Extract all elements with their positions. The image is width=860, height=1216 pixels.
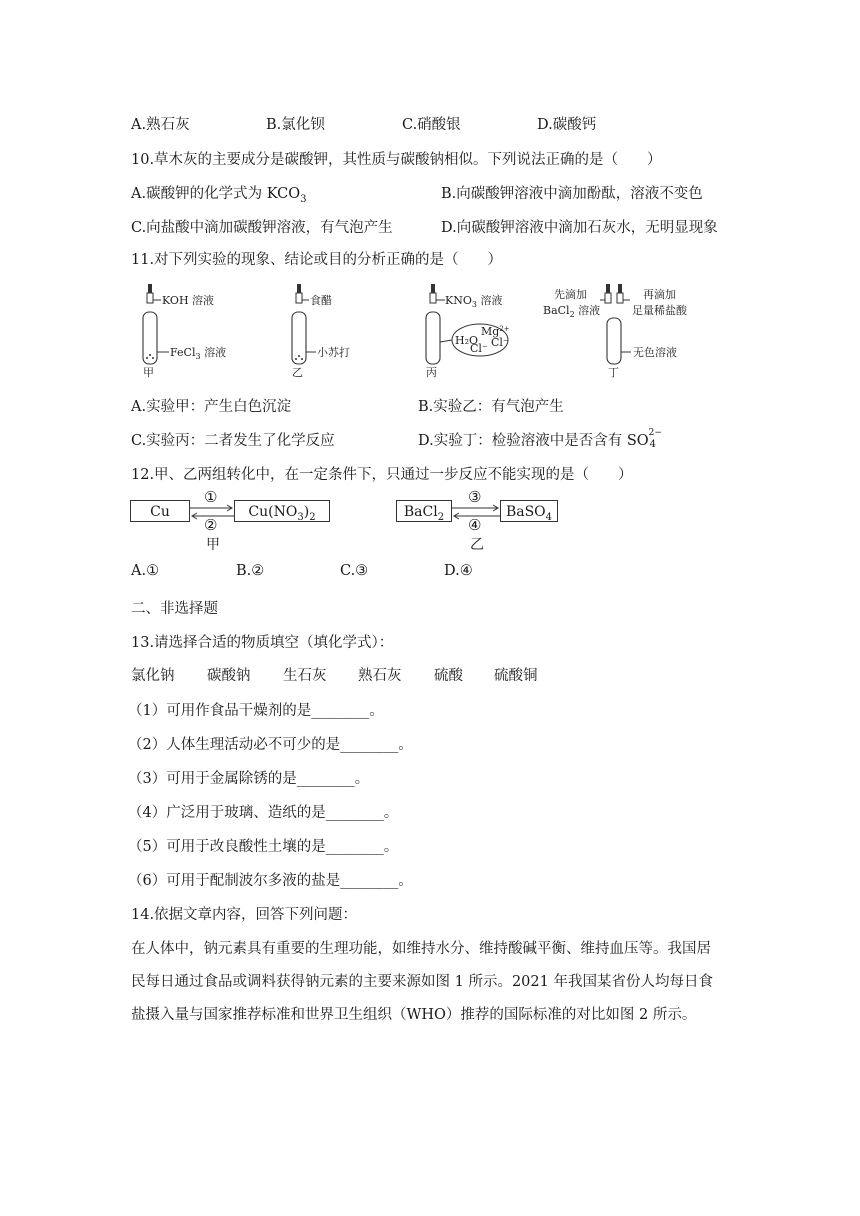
- group-jia-label: 甲: [206, 537, 220, 553]
- bing-chloride-1: Cl⁻: [470, 342, 488, 355]
- q12-option-c: C.③: [340, 563, 369, 579]
- yi-bottom-label: 小苏打: [317, 346, 350, 359]
- q13-substance: 生石灰: [283, 668, 327, 684]
- group-yi-label: 乙: [470, 537, 484, 553]
- q13-substance: 熟石灰: [358, 668, 402, 684]
- q9-option-a: A.熟石灰: [131, 117, 190, 133]
- q12-stem: 12.甲、乙两组转化中，在一定条件下，只通过一步反应不能实现的是（ ）: [131, 467, 633, 483]
- q10-stem: 10.草木灰的主要成分是碳酸钾，其性质与碳酸钠相似。下列说法正确的是（ ）: [131, 152, 662, 168]
- jia-name: 甲: [143, 366, 154, 379]
- q12-figure: [128, 490, 568, 552]
- q13-item-6: （6）可用于配制波尔多液的盐是________。: [128, 873, 413, 889]
- q10-option-a: A.碳酸钾的化学式为 $KCO_3$: [131, 186, 307, 205]
- q11-stem: 11.对下列实验的现象、结论或目的分析正确的是（ ）: [131, 252, 503, 268]
- bing-name: 丙: [426, 366, 437, 379]
- box-cuno3: $Cu(NO_3)_2$: [234, 500, 330, 522]
- reaction-2-label: ②: [204, 516, 218, 534]
- q13-item-5: （5）可用于改良酸性土壤的是________。: [128, 839, 399, 855]
- q11-option-a: A.实验甲：产生白色沉淀: [131, 399, 292, 415]
- yi-name: 乙: [292, 366, 303, 379]
- q13-substance: 硫酸: [434, 668, 463, 684]
- bing-magnesium: $Mg^{2+}$: [481, 325, 510, 338]
- q14-stem: 14.依据文章内容，回答下列问题：: [131, 907, 358, 923]
- q10-option-c: C.向盐酸中滴加碳酸钾溶液，有气泡产生: [131, 220, 393, 236]
- section-2-heading: 二、非选择题: [131, 601, 218, 617]
- q14-paragraph-line-1: 在人体中，钠元素具有重要的生理功能，如维持水分、维持酸碱平衡、维持血压等。我国居: [131, 941, 711, 957]
- ding-left-line2: BaCl$_2$ 溶液: [543, 304, 601, 319]
- ding-right-line2: 足量稀盐酸: [632, 304, 687, 317]
- q11-option-c: C.实验丙：二者发生了化学反应: [131, 433, 335, 449]
- q13-item-3: （3）可用于金属除锈的是________。: [128, 771, 370, 787]
- reaction-4-label: ④: [468, 516, 482, 534]
- bing-top-label: $KNO_3$ 溶液: [445, 294, 503, 309]
- box-bacl2: BaCl$_2$: [396, 500, 452, 522]
- jia-bottom-label: FeCl$_3$ 溶液: [170, 346, 227, 361]
- q11-option-d: D.实验丁：检验溶液中是否含有 SO 2− 4: [418, 428, 662, 450]
- ding-left-line1: 先滴加: [554, 288, 587, 301]
- q14-paragraph-line-3: 盐摄入量与国家推荐标准和世界卫生组织（WHO）推荐的国际标准的对比如图 2 所示。: [131, 1007, 697, 1023]
- q12-option-d: D.④: [444, 563, 473, 579]
- q12-option-b: B.②: [236, 563, 265, 579]
- q14-paragraph-line-2: 民每日通过食品或调料获得钠元素的主要来源如图 1 所示。2021 年我国某省份人均每日食: [131, 974, 713, 990]
- q13-item-1: （1）可用作食品干燥剂的是________。: [128, 703, 384, 719]
- q13-substance: 氯化钠: [131, 668, 175, 684]
- q13-substance: 硫酸铜: [494, 668, 538, 684]
- q11-option-b: B.实验乙：有气泡产生: [418, 399, 564, 415]
- q12-option-a: A.①: [131, 563, 160, 579]
- ding-name: 丁: [608, 366, 619, 379]
- bing-water: H₂O: [455, 334, 479, 347]
- yi-top-label: 食醋: [310, 294, 332, 307]
- bing-chloride-2: Cl⁻: [491, 336, 509, 349]
- q10-option-d: D.向碳酸钾溶液中滴加石灰水，无明显现象: [441, 220, 718, 236]
- reaction-3-label: ③: [468, 488, 482, 506]
- q11-figure-yi: [283, 280, 373, 380]
- reaction-1-label: ①: [204, 488, 218, 506]
- q13-substance: 碳酸钠: [207, 668, 251, 684]
- q9-option-d: D.碳酸钙: [537, 117, 597, 133]
- q13-stem: 13.请选择合适的物质填空（填化学式）：: [131, 635, 394, 651]
- ding-bottom-label: 无色溶液: [633, 346, 677, 359]
- q10-option-b: B.向碳酸钾溶液中滴加酚酞，溶液不变色: [441, 186, 703, 202]
- q11-figure-bing: [418, 280, 528, 380]
- box-cu: Cu: [130, 500, 190, 522]
- q9-option-c: C.硝酸银: [402, 117, 461, 133]
- box-baso4: BaSO$_4$: [500, 500, 558, 522]
- q9-option-b: B.氯化钡: [266, 117, 325, 133]
- ding-right-line1: 再滴加: [643, 288, 676, 301]
- q11-figure-jia: [131, 280, 241, 380]
- q13-item-2: （2）人体生理活动必不可少的是________。: [128, 737, 413, 753]
- q13-item-4: （4）广泛用于玻璃、造纸的是________。: [128, 805, 399, 821]
- jia-top-label: KOH 溶液: [162, 294, 215, 307]
- q11-figure-ding: [540, 280, 710, 380]
